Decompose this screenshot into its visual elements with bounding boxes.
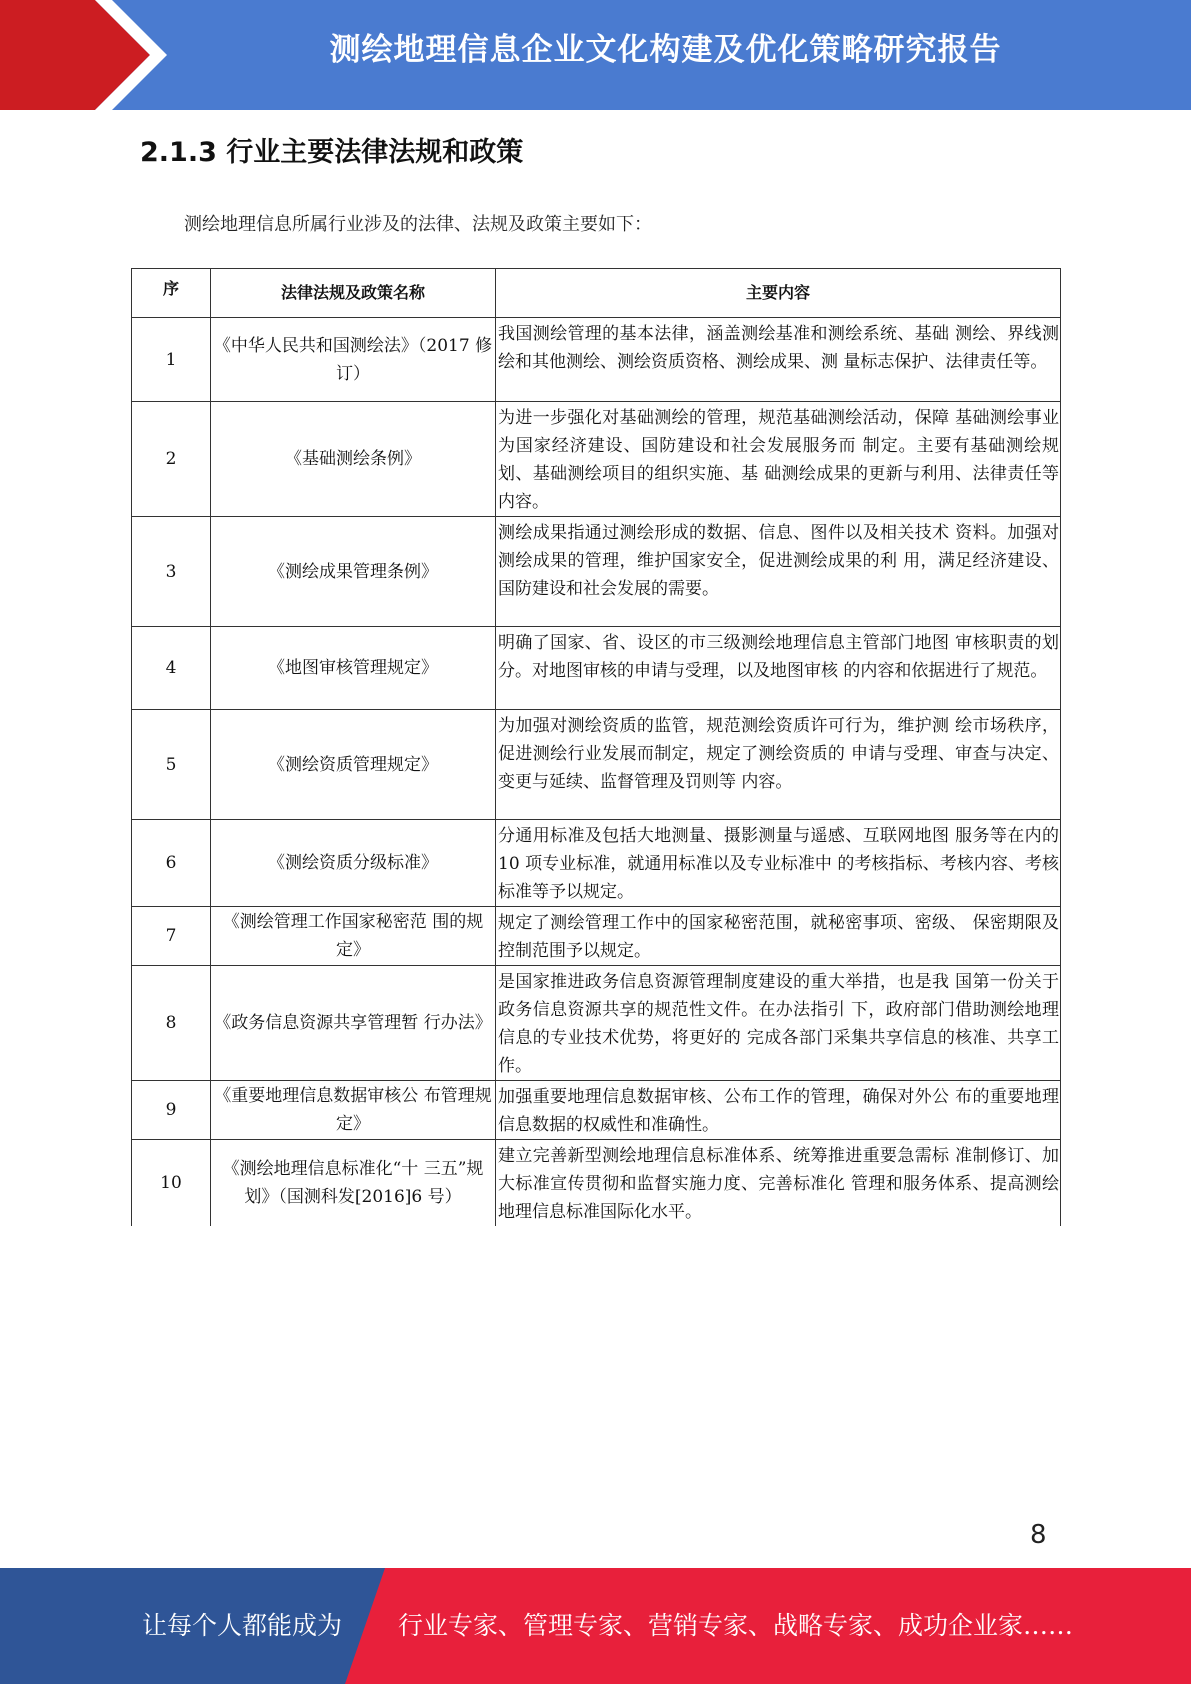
row-name: 《测绘地理信息标准化“十 三五”规划》（国测科发[2016]6 号） bbox=[211, 1140, 496, 1227]
row-content: 是国家推进政务信息资源管理制度建设的重大举措，也是我 国第一份关于政务信息资源共享的规范性文件。在办法指引 下，政府部门借助测绘地理信息的专业技术优势，将更好的 完成各部门采集共享信息的核准、共享工作。 bbox=[496, 966, 1061, 1081]
row-num: 8 bbox=[132, 966, 211, 1081]
table-row bbox=[132, 1081, 1061, 1140]
row-num: 4 bbox=[132, 627, 211, 710]
row-name: 《测绘成果管理条例》 bbox=[211, 517, 496, 627]
table-row bbox=[132, 318, 1061, 402]
row-content: 规定了测绘管理工作中的国家秘密范围，就秘密事项、密级、 保密期限及控制范围予以规定。 bbox=[496, 907, 1061, 966]
row-num: 10 bbox=[132, 1140, 211, 1227]
table-row bbox=[132, 402, 1061, 517]
row-num: 7 bbox=[132, 907, 211, 966]
row-name: 《地图审核管理规定》 bbox=[211, 627, 496, 710]
regulations-table bbox=[131, 268, 1061, 1226]
row-num: 1 bbox=[132, 318, 211, 402]
footer-slogan-right: 行业专家、管理专家、营销专家、战略专家、成功企业家…… bbox=[398, 1611, 1074, 1640]
row-content: 我国测绘管理的基本法律，涵盖测绘基准和测绘系统、基础 测绘、界线测绘和其他测绘、测绘资质资格、测绘成果、测 量标志保护、法律责任等。 bbox=[496, 318, 1061, 402]
table-row bbox=[132, 1140, 1061, 1227]
section-heading: 2.1.3 行业主要法律法规和政策 bbox=[140, 137, 524, 168]
row-num: 5 bbox=[132, 710, 211, 820]
footer-slogan-left: 让每个人都能成为 bbox=[142, 1611, 343, 1640]
table-header-row bbox=[132, 269, 1061, 318]
row-num: 9 bbox=[132, 1081, 211, 1140]
row-content: 分通用标准及包括大地测量、摄影测量与遥感、互联网地图 服务等在内的 10 项专业标准，就通用标准以及专业标准中 的考核指标、考核内容、考核标准等予以规定。 bbox=[496, 820, 1061, 907]
table-row bbox=[132, 517, 1061, 627]
table-row bbox=[132, 966, 1061, 1081]
table-row bbox=[132, 710, 1061, 820]
row-name: 《重要地理信息数据审核公 布管理规定》 bbox=[211, 1081, 496, 1140]
row-name: 《测绘资质分级标准》 bbox=[211, 820, 496, 907]
table-row bbox=[132, 627, 1061, 710]
row-content: 加强重要地理信息数据审核、公布工作的管理，确保对外公 布的重要地理信息数据的权威性和准确性。 bbox=[496, 1081, 1061, 1140]
row-name: 《政务信息资源共享管理暂 行办法》 bbox=[211, 966, 496, 1081]
row-num: 6 bbox=[132, 820, 211, 907]
row-num: 3 bbox=[132, 517, 211, 627]
header-content: 主要内容 bbox=[496, 269, 1061, 318]
row-content: 为进一步强化对基础测绘的管理，规范基础测绘活动，保障 基础测绘事业为国家经济建设、国防建设和社会发展服务而 制定。主要有基础测绘规划、基础测绘项目的组织实施、基 础测绘成果的更新与利用、法律责任等内容。 bbox=[496, 402, 1061, 517]
row-name: 《基础测绘条例》 bbox=[211, 402, 496, 517]
row-name: 《中华人民共和国测绘法》（2017 修订） bbox=[211, 318, 496, 402]
page-number: 8 bbox=[1030, 1520, 1047, 1550]
header-name: 法律法规及政策名称 bbox=[211, 269, 496, 318]
row-content: 明确了国家、省、设区的市三级测绘地理信息主管部门地图 审核职责的划分。对地图审核的申请与受理，以及地图审核 的内容和依据进行了规范。 bbox=[496, 627, 1061, 710]
row-content: 为加强对测绘资质的监管，规范测绘资质许可行为，维护测 绘市场秩序，促进测绘行业发展而制定，规定了测绘资质的 申请与受理、审查与决定、变更与延续、监督管理及罚则等 内容。 bbox=[496, 710, 1061, 820]
page-header bbox=[0, 0, 1191, 110]
page-footer bbox=[0, 1568, 1191, 1684]
table-row bbox=[132, 907, 1061, 966]
row-content: 建立完善新型测绘地理信息标准体系、统筹推进重要急需标 准制修订、加大标准宣传贯彻和监督实施力度、完善标准化 管理和服务体系、提高测绘地理信息标准国际化水平。 bbox=[496, 1140, 1061, 1227]
header-num: 序 bbox=[132, 269, 211, 318]
header-title: 测绘地理信息企业文化构建及优化策略研究报告 bbox=[329, 32, 1002, 68]
row-name: 《测绘资质管理规定》 bbox=[211, 710, 496, 820]
table-row bbox=[132, 820, 1061, 907]
row-name: 《测绘管理工作国家秘密范 围的规定》 bbox=[211, 907, 496, 966]
row-num: 2 bbox=[132, 402, 211, 517]
row-content: 测绘成果指通过测绘形成的数据、信息、图件以及相关技术 资料。加强对测绘成果的管理，维护国家安全，促进测绘成果的利 用，满足经济建设、国防建设和社会发展的需要。 bbox=[496, 517, 1061, 627]
intro-paragraph: 测绘地理信息所属行业涉及的法律、法规及政策主要如下： bbox=[184, 214, 652, 235]
